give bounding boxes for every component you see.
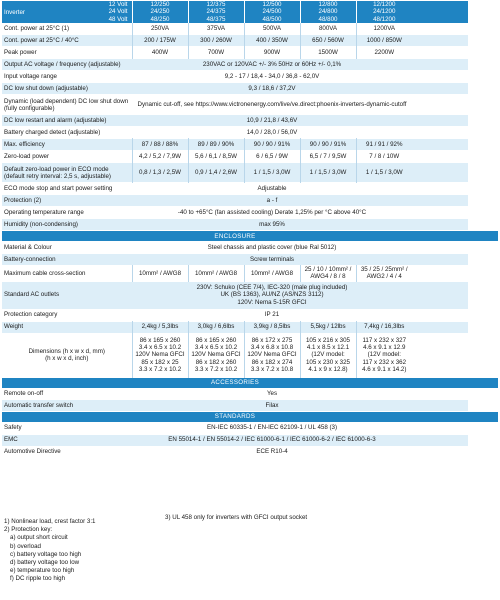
spec-value-all-models: 14,0 / 28,0 / 56,0V bbox=[132, 127, 412, 139]
footnote-2: 2) Protection key: bbox=[4, 526, 53, 534]
spec-value: 10mm² / AWG8 bbox=[132, 265, 188, 281]
spec-value: 91 / 91 / 92% bbox=[356, 139, 412, 151]
spec-label: Peak power bbox=[2, 47, 132, 59]
row-spacer bbox=[412, 253, 468, 265]
spec-row-cont-power-at-25-c bbox=[2, 23, 498, 35]
spec-label: Cont. power at 25°C / 40°C bbox=[2, 35, 132, 47]
header-label-cell bbox=[2, 1, 132, 23]
row-spacer bbox=[412, 281, 468, 309]
section-spacer bbox=[468, 377, 498, 388]
model-column-header bbox=[244, 1, 300, 23]
spec-row-input-voltage-range bbox=[2, 71, 498, 83]
spec-value: 375VA bbox=[188, 23, 244, 35]
spec-value-all-models: Steel chassis and plastic cover (blue Ral 5012) bbox=[132, 241, 412, 253]
spec-value-all-models: Screw terminals bbox=[132, 253, 412, 265]
spec-value: 1000 / 850W bbox=[356, 35, 412, 47]
spec-value: 89 / 89 / 90% bbox=[188, 139, 244, 151]
spec-value: 10mm² / AWG8 bbox=[244, 265, 300, 281]
spec-row-eco-mode-stop-and-start-power-setting bbox=[2, 183, 498, 195]
spec-row-operating-temperature-range bbox=[2, 207, 498, 219]
spec-row-zero-load-power bbox=[2, 151, 498, 163]
model-name: 24/500 bbox=[262, 8, 282, 16]
spec-value: 900W bbox=[244, 47, 300, 59]
spec-value: 5,5kg / 12lbs bbox=[300, 321, 356, 333]
section-header-enclosure bbox=[2, 231, 498, 242]
row-spacer bbox=[412, 59, 468, 71]
footnotes bbox=[4, 518, 154, 584]
voltage-list bbox=[109, 1, 130, 23]
spec-value: 3,9kg / 8,5lbs bbox=[244, 321, 300, 333]
model-name: 48/250 bbox=[150, 15, 170, 23]
footnote-2b: b) overload bbox=[10, 542, 41, 550]
row-spacer bbox=[412, 47, 468, 59]
spec-label: Maximum cable cross-section bbox=[2, 265, 132, 281]
row-spacer bbox=[412, 422, 468, 434]
spec-value: 86 x 165 x 260 3.4 x 6.5 x 10.2 120V Nema GFCI 85 x 182 x 25 3.3 x 7.2 x 10.2 bbox=[132, 333, 188, 377]
spec-label: ECO mode stop and start power setting bbox=[2, 183, 132, 195]
spec-label: EMC bbox=[2, 434, 132, 446]
spec-value-all-models: Adjustable bbox=[132, 183, 412, 195]
model-column-header bbox=[188, 1, 244, 23]
spec-label: Operating temperature range bbox=[2, 207, 132, 219]
spec-value-all-models: IP 21 bbox=[132, 309, 412, 321]
section-title: ENCLOSURE bbox=[2, 231, 468, 242]
model-name: 12/800 bbox=[318, 1, 338, 8]
spec-value-all-models: 230V: Schuko (CEE 7/4), IEC-320 (male plug included) UK (BS 1363), AU/NZ (AS/NZS 3112) 120V: Nema 5-15R GFCI bbox=[132, 281, 412, 309]
spec-value: 400W bbox=[132, 47, 188, 59]
section-header-standards bbox=[2, 412, 498, 423]
spec-value: 800VA bbox=[300, 23, 356, 35]
spec-label: Safety bbox=[2, 422, 132, 434]
spec-row-dc-low-shut-down bbox=[2, 83, 498, 95]
model-name: 12/250 bbox=[150, 1, 170, 8]
spec-label: DC low shut down (adjustable) bbox=[2, 83, 132, 95]
row-spacer bbox=[412, 400, 468, 412]
spec-value: 500VA bbox=[244, 23, 300, 35]
model-name: 48/1200 bbox=[373, 15, 396, 23]
model-column-header bbox=[132, 1, 188, 23]
spec-row-protection bbox=[2, 195, 498, 207]
spec-value: 1 / 1,5 / 3,0W bbox=[356, 163, 412, 183]
spec-value: 35 / 25 / 25mm² / AWG2 / 4 / 4 bbox=[356, 265, 412, 281]
row-spacer bbox=[412, 195, 468, 207]
footnote-2e: e) temperature too high bbox=[10, 567, 75, 575]
spec-label: Automotive Directive bbox=[2, 446, 132, 458]
row-spacer bbox=[412, 23, 468, 35]
spec-value: 400 / 350W bbox=[244, 35, 300, 47]
spec-row-cont-power-at-25-c-40-c bbox=[2, 35, 498, 47]
spec-value: 1 / 1,5 / 3,0W bbox=[300, 163, 356, 183]
spec-row-dimensions bbox=[2, 333, 498, 377]
row-spacer bbox=[412, 83, 468, 95]
row-spacer bbox=[412, 219, 468, 231]
row-spacer bbox=[412, 321, 468, 333]
model-name: 24/250 bbox=[150, 8, 170, 16]
spec-value-all-models: a - f bbox=[132, 195, 412, 207]
model-name: 12/375 bbox=[206, 1, 226, 8]
spec-value: 250VA bbox=[132, 23, 188, 35]
spec-value: 86 x 172 x 275 3.4 x 6.8 x 10.8 120V Nema GFCI 86 x 182 x 274 3.3 x 7.2 x 10.8 bbox=[244, 333, 300, 377]
footnote-2c: c) battery voltage too high bbox=[10, 550, 82, 558]
row-spacer bbox=[412, 388, 468, 400]
model-name: 12/500 bbox=[262, 1, 282, 8]
spec-value: 200 / 175W bbox=[132, 35, 188, 47]
spec-label: Default zero-load power in ECO mode (default retry interval: 2,5 s, adjustable) bbox=[2, 163, 132, 183]
spec-label: Dimensions (h x w x d, mm) (h x w x d, inch) bbox=[2, 333, 132, 377]
spec-value: 0,8 / 1,3 / 2,5W bbox=[132, 163, 188, 183]
spec-value-all-models: -40 to +65°C (fan assisted cooling) Derate 1,25% per °C above 40°C bbox=[132, 207, 412, 219]
spec-row-remote-on-off bbox=[2, 388, 498, 400]
section-title: STANDARDS bbox=[2, 412, 468, 423]
voltage-label: 48 Volt bbox=[108, 15, 128, 23]
spec-value: 300 / 260W bbox=[188, 35, 244, 47]
spec-label: Standard AC outlets bbox=[2, 281, 132, 309]
spec-label: Protection category bbox=[2, 309, 132, 321]
spec-row-default-zero-load-power-in-eco-mode bbox=[2, 163, 498, 183]
spec-value: 6 / 6,5 / 9W bbox=[244, 151, 300, 163]
spec-value: 117 x 232 x 327 4.6 x 9.1 x 12.9 (12V model: 117 x 232 x 362 4.6 x 9.1 x 14.2) bbox=[356, 333, 412, 377]
spec-value: 650 / 560W bbox=[300, 35, 356, 47]
spec-row-protection-category bbox=[2, 309, 498, 321]
spec-label: Output AC voltage / frequency (adjustable) bbox=[2, 59, 132, 71]
model-name: 24/800 bbox=[318, 8, 338, 16]
spec-value: 2,4kg / 5,3lbs bbox=[132, 321, 188, 333]
row-spacer bbox=[412, 241, 468, 253]
row-spacer bbox=[412, 434, 468, 446]
spec-value: 700W bbox=[188, 47, 244, 59]
model-name: 48/500 bbox=[262, 15, 282, 23]
spec-label: Protection (2) bbox=[2, 195, 132, 207]
spec-value: 6,5 / 7 / 9,5W bbox=[300, 151, 356, 163]
row-spacer bbox=[412, 35, 468, 47]
spec-label: Automatic transfer switch bbox=[2, 400, 132, 412]
footnote-2d: d) battery voltage too low bbox=[10, 558, 80, 566]
spec-value-all-models: Filax bbox=[132, 400, 412, 412]
spec-row-humidity bbox=[2, 219, 498, 231]
section-spacer bbox=[468, 231, 498, 242]
spec-value-all-models: EN-IEC 60335-1 / EN-IEC 62109-1 / UL 458 (3) bbox=[132, 422, 412, 434]
spec-value: 7 / 8 / 10W bbox=[356, 151, 412, 163]
model-name: 12/1200 bbox=[373, 1, 396, 8]
row-spacer bbox=[412, 127, 468, 139]
row-spacer bbox=[412, 95, 468, 115]
spec-value: 7,4kg / 16,3lbs bbox=[356, 321, 412, 333]
spec-value: 105 x 216 x 305 4.1 x 8.5 x 12.1 (12V model: 105 x 230 x 325 4.1 x 9 x 12.8) bbox=[300, 333, 356, 377]
spec-value: 2200W bbox=[356, 47, 412, 59]
model-name: 48/800 bbox=[318, 15, 338, 23]
spec-value: 87 / 88 / 88% bbox=[132, 139, 188, 151]
spec-row-battery-charged-detect bbox=[2, 127, 498, 139]
spec-row-automatic-transfer-switch bbox=[2, 400, 498, 412]
spec-value: 1200VA bbox=[356, 23, 412, 35]
model-name: 24/1200 bbox=[373, 8, 396, 16]
spec-value: 1 / 1,5 / 3,0W bbox=[244, 163, 300, 183]
header-spacer bbox=[412, 1, 468, 23]
spec-label: Material & Colour bbox=[2, 241, 132, 253]
spec-value-all-models: ECE R10-4 bbox=[132, 446, 412, 458]
spec-row-max-efficiency bbox=[2, 139, 498, 151]
row-spacer bbox=[412, 139, 468, 151]
spec-value: 10mm² / AWG8 bbox=[188, 265, 244, 281]
spec-value: 90 / 90 / 91% bbox=[300, 139, 356, 151]
spec-row-standard-ac-outlets bbox=[2, 281, 498, 309]
footnote-2f: f) DC ripple too high bbox=[10, 575, 66, 583]
spec-row-battery-connection bbox=[2, 253, 498, 265]
spec-row-automotive-directive bbox=[2, 446, 498, 458]
spec-label: Remote on-off bbox=[2, 388, 132, 400]
spec-label: Battery-connection bbox=[2, 253, 132, 265]
spec-table bbox=[2, 1, 498, 459]
row-spacer bbox=[412, 333, 468, 377]
spec-value-all-models: 10,9 / 21,8 / 43,6V bbox=[132, 115, 412, 127]
spec-label: Dynamic (load dependent) DC low shut down (fully configurable) bbox=[2, 95, 132, 115]
row-spacer bbox=[412, 309, 468, 321]
spec-value: 0,9 / 1,4 / 2,6W bbox=[188, 163, 244, 183]
model-header-row bbox=[2, 1, 498, 23]
model-column-header bbox=[356, 1, 412, 23]
spec-row-material-colour bbox=[2, 241, 498, 253]
spec-value: 4,2 / 5,2 / 7,9W bbox=[132, 151, 188, 163]
spec-row-safety bbox=[2, 422, 498, 434]
spec-value-all-models: max 95% bbox=[132, 219, 412, 231]
model-name: 24/375 bbox=[206, 8, 226, 16]
spec-label: Humidity (non-condensing) bbox=[2, 219, 132, 231]
section-header-accessories bbox=[2, 377, 498, 388]
spec-value-all-models: 230VAC or 120VAC +/- 3% 50Hz or 60Hz +/- 0,1% bbox=[132, 59, 412, 71]
spec-value-all-models: EN 55014-1 / EN 55014-2 / IEC 61000-6-1 / IEC 61000-6-2 / IEC 61000-6-3 bbox=[132, 434, 412, 446]
footnote-2a: a) output short circuit bbox=[10, 534, 68, 542]
voltage-label: 24 Volt bbox=[108, 8, 128, 16]
row-spacer bbox=[412, 207, 468, 219]
row-spacer bbox=[412, 265, 468, 281]
spec-value: 25 / 10 / 10mm² / AWG4 / 8 / 8 bbox=[300, 265, 356, 281]
section-title: ACCESSORIES bbox=[2, 377, 468, 388]
footnote-1: 1) Nonlinear load, crest factor 3:1 bbox=[4, 518, 96, 525]
spec-value-all-models: 9,2 - 17 / 18,4 - 34,0 / 36,8 - 62,0V bbox=[132, 71, 412, 83]
spec-row-emc bbox=[2, 434, 498, 446]
spec-row-maximum-cable-cross-section bbox=[2, 265, 498, 281]
spec-value: 86 x 165 x 260 3.4 x 6.5 x 10.2 120V Nema GFCI 86 x 182 x 260 3.3 x 7.2 x 10.2 bbox=[188, 333, 244, 377]
spec-value-all-models: Dynamic cut-off, see https://www.victronenergy.com/live/ve.direct:phoenix-inverters-dynamic-cutoff bbox=[132, 95, 412, 115]
spec-value-all-models: 9,3 / 18,6 / 37,2V bbox=[132, 83, 412, 95]
voltage-label: 12 Volt bbox=[108, 1, 128, 8]
row-spacer bbox=[412, 115, 468, 127]
spec-value: 5,6 / 6,1 / 8,5W bbox=[188, 151, 244, 163]
spec-label: Cont. power at 25°C (1) bbox=[2, 23, 132, 35]
row-spacer bbox=[412, 446, 468, 458]
row-spacer bbox=[412, 151, 468, 163]
spec-row-weight bbox=[2, 321, 498, 333]
spec-label: Zero-load power bbox=[2, 151, 132, 163]
spec-row-output-ac-voltage-frequency bbox=[2, 59, 498, 71]
row-spacer bbox=[412, 163, 468, 183]
model-column-header bbox=[300, 1, 356, 23]
spec-label: Input voltage range bbox=[2, 71, 132, 83]
section-spacer bbox=[468, 412, 498, 423]
spec-value: 3,0kg / 6,6lbs bbox=[188, 321, 244, 333]
spec-row-dc-low-restart-and-alarm bbox=[2, 115, 498, 127]
spec-row-dynamic-dc-low-shut-down bbox=[2, 95, 498, 115]
row-spacer bbox=[412, 71, 468, 83]
spec-row-peak-power bbox=[2, 47, 498, 59]
spec-label: Battery charged detect (adjustable) bbox=[2, 127, 132, 139]
footnote-3: 3) UL 458 only for inverters with GFCI output socket bbox=[165, 514, 308, 521]
row-spacer bbox=[412, 183, 468, 195]
spec-value: 1500W bbox=[300, 47, 356, 59]
spec-label: DC low restart and alarm (adjustable) bbox=[2, 115, 132, 127]
inverter-label: Inverter bbox=[4, 9, 25, 16]
spec-value: 90 / 90 / 91% bbox=[244, 139, 300, 151]
spec-value-all-models: Yes bbox=[132, 388, 412, 400]
spec-label: Weight bbox=[2, 321, 132, 333]
spec-label: Max. efficiency bbox=[2, 139, 132, 151]
model-name: 48/375 bbox=[206, 15, 226, 23]
